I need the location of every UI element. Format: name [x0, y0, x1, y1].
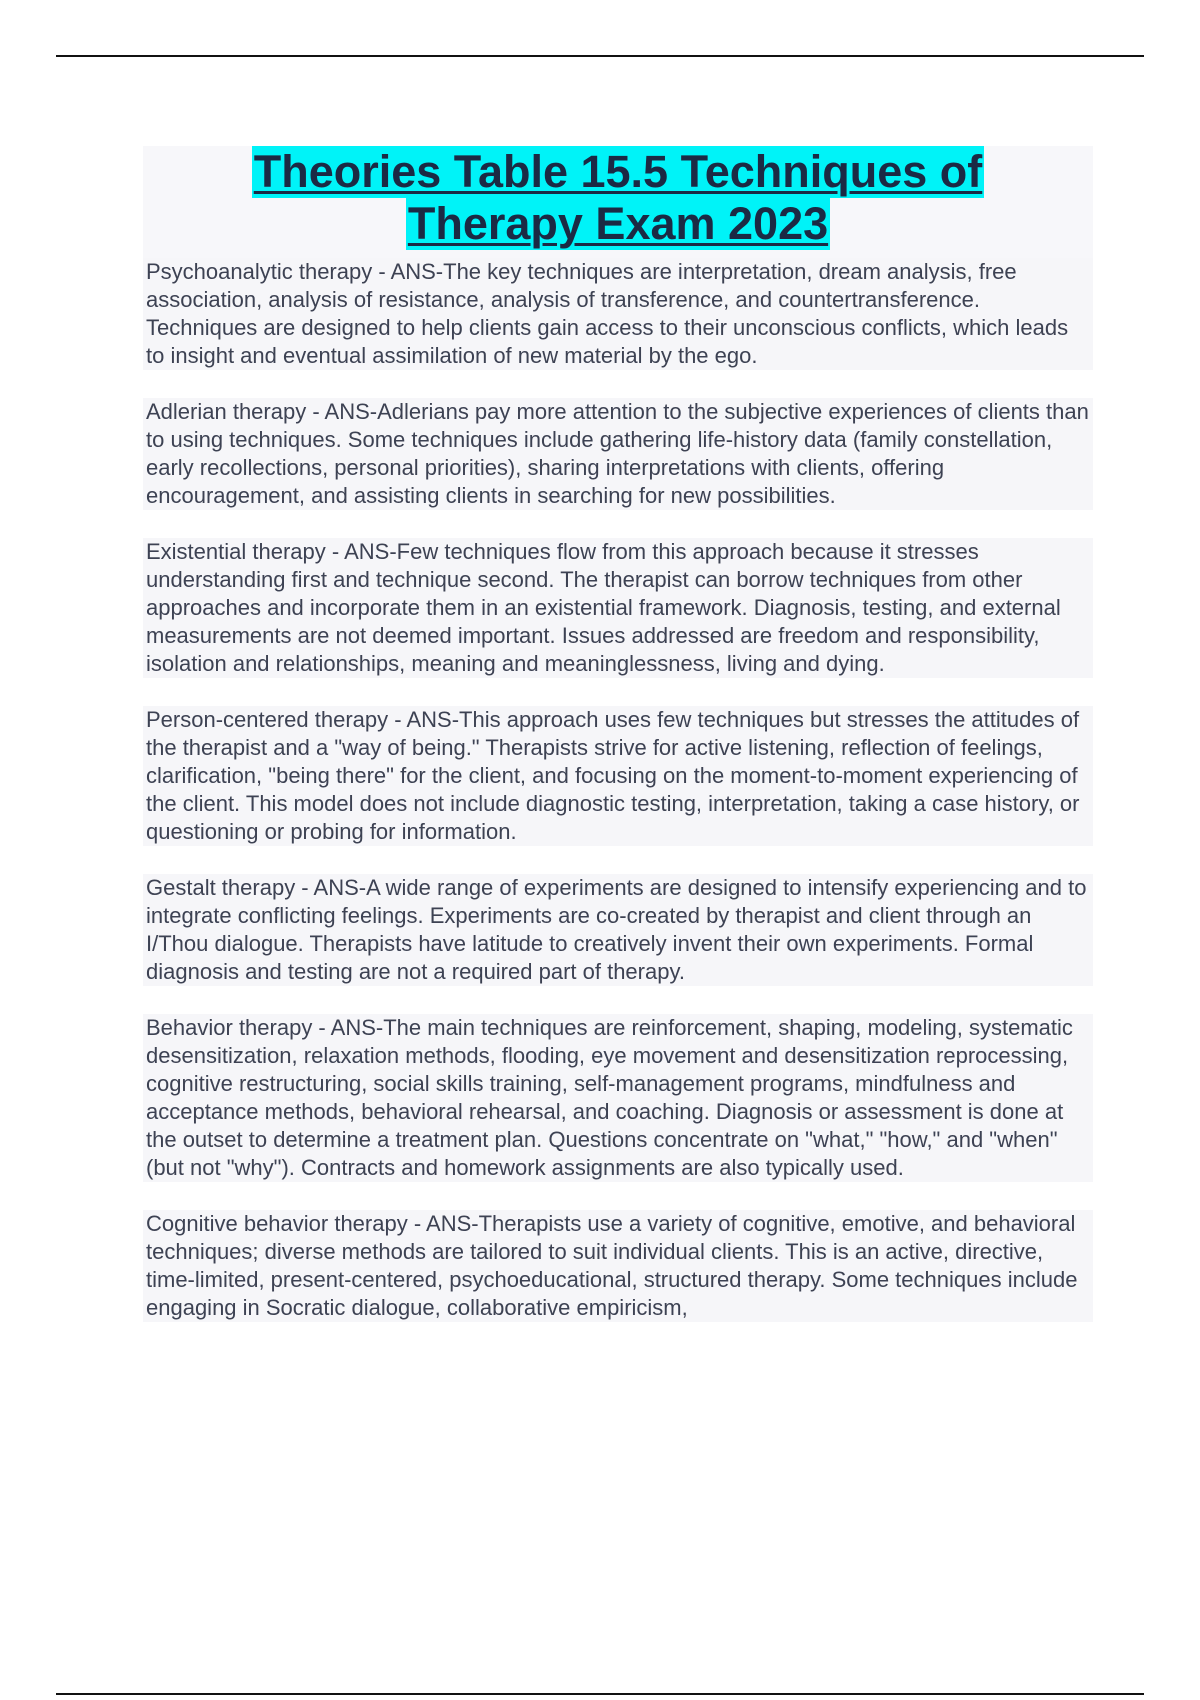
paragraph-behavior: Behavior therapy - ANS-The main techniques are reinforcement, shaping, modeling, systematic desensitization, relaxation methods, flooding, eye movement and desensitization reprocessing, cognitive restructuring, social skills training, self-management programs, mindfulness and acceptance methods, behavioral rehearsal, and coaching. Diagnosis or assessment is done at the outset to determine a treatment plan. Questions concentrate on "what," "how," and "when" (but not "why"). Contracts and homework assignments are also typically used.	[143, 1014, 1093, 1182]
paragraph-psychoanalytic: Psychoanalytic therapy - ANS-The key techniques are interpretation, dream analysis, free association, analysis of resistance, analysis of transference, and countertransference. Techniques are designed to help clients gain access to their unconscious conflicts, which leads to insight and eventual assimilation of new material by the ego.	[143, 258, 1093, 370]
paragraph-adlerian: Adlerian therapy - ANS-Adlerians pay more attention to the subjective experiences of clients than to using techniques. Some techniques include gathering life-history data (family constellation, early recollections, personal priorities), sharing interpretations with clients, offering encouragement, and assisting clients in searching for new possibilities.	[143, 398, 1093, 510]
document-body	[143, 258, 1093, 1350]
paragraph-cognitive-behavior: Cognitive behavior therapy - ANS-Therapists use a variety of cognitive, emotive, and behavioral techniques; diverse methods are tailored to suit individual clients. This is an active, directive, time-limited, present-centered, psychoeducational, structured therapy. Some techniques include engaging in Socratic dialogue, collaborative empiricism,	[143, 1210, 1093, 1322]
paragraph-person-centered: Person-centered therapy - ANS-This approach uses few techniques but stresses the attitudes of the therapist and a "way of being." Therapists strive for active listening, reflection of feelings, clarification, "being there" for the client, and focusing on the moment-to-moment experiencing of the client. This model does not include diagnostic testing, interpretation, taking a case history, or questioning or probing for information.	[143, 706, 1093, 846]
paragraph-gestalt: Gestalt therapy - ANS-A wide range of experiments are designed to intensify experiencing and to integrate conflicting feelings. Experiments are co-created by therapist and client through an I/Thou dialogue. Therapists have latitude to creatively invent their own experiments. Formal diagnosis and testing are not a required part of therapy.	[143, 874, 1093, 986]
document-title	[143, 146, 1093, 258]
document-title-line-2: Therapy Exam 2023	[407, 198, 829, 249]
paragraph-existential: Existential therapy - ANS-Few techniques flow from this approach because it stresses understanding first and technique second. The therapist can borrow techniques from other approaches and incorporate them in an existential framework. Diagnosis, testing, and external measurements are not deemed important. Issues addressed are freedom and responsibility, isolation and relationships, meaning and meaninglessness, living and dying.	[143, 538, 1093, 678]
page-bottom-rule	[56, 1693, 1144, 1695]
page-top-rule	[56, 55, 1144, 57]
document-title-line-1: Theories Table 15.5 Techniques of	[253, 146, 983, 197]
